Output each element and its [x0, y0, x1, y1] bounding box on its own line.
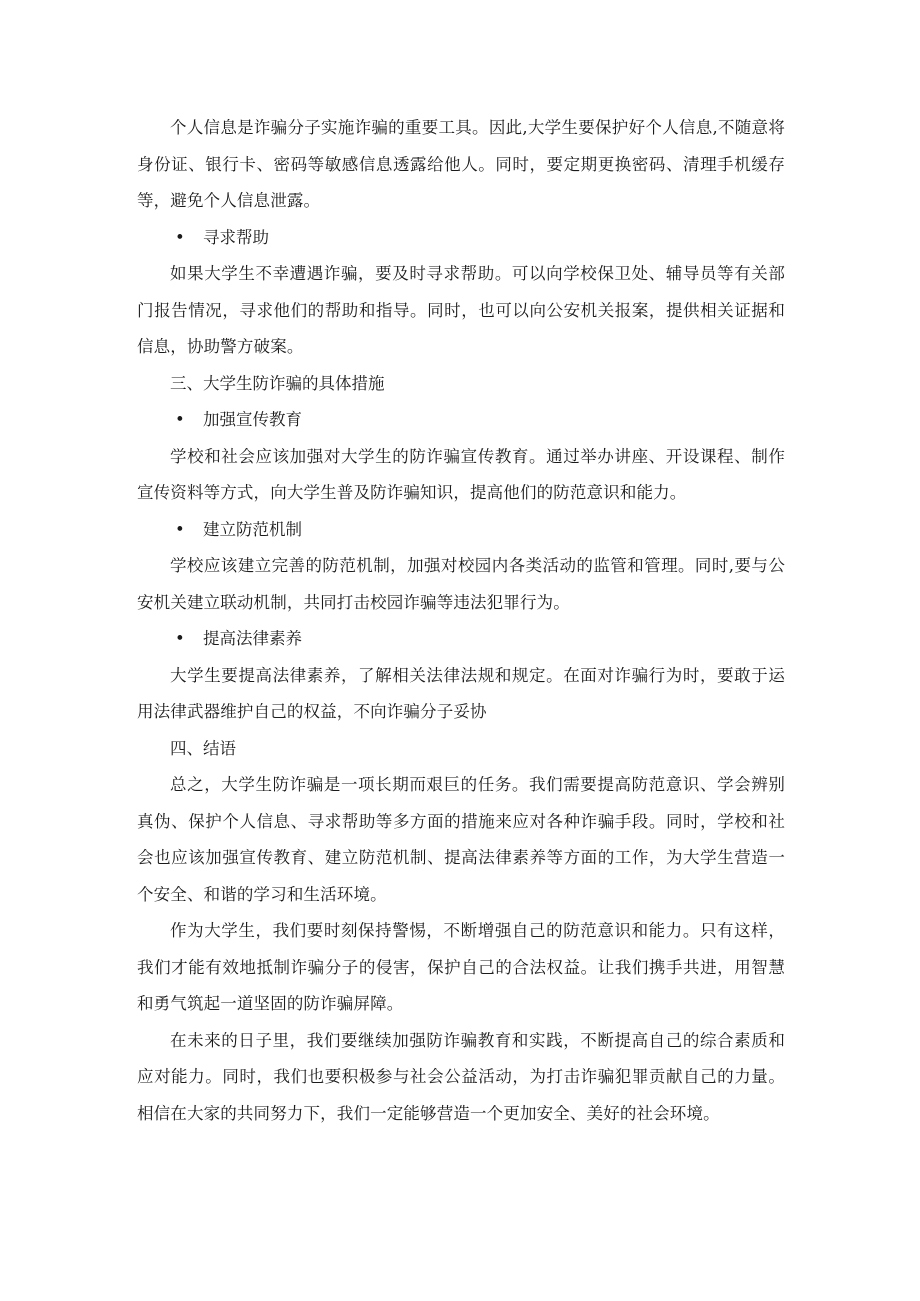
section-heading-measures: 三、大学生防诈骗的具体措施	[170, 373, 385, 393]
paragraph-protect-info: 个人信息是诈骗分子实施诈骗的重要工具。因此,大学生要保护好个人信息,不随意将身份证、银行卡、密码等敏感信息透露给他人。同时，要定期更换密码、清理手机缓存等，避免个人信息泄露。	[137, 118, 785, 210]
bullet-text: 寻求帮助	[203, 227, 269, 247]
bullet-seek-help	[137, 220, 785, 257]
paragraph-conclusion-summary: 总之，大学生防诈骗是一项长期而艰巨的任务。我们需要提高防范意识、学会辨别真伪、保护个人信息、寻求帮助等多方面的措施来应对各种诈骗手段。同时，学校和社会也应该加强宣传教育、建立防范机制、提高法律素养等方面的工作，为大学生营造一个安全、和谐的学习和生活环境。	[137, 775, 785, 904]
bullet-text: 提高法律素养	[203, 629, 302, 648]
paragraph-conclusion-vigilance: 作为大学生，我们要时刻保持警惕，不断增强自己的防范意识和能力。只有这样，我们才能有效地抵制诈骗分子的侵害，保护自己的合法权益。让我们携手共进，用智慧和勇气筑起一道坚固的防诈骗屏障。	[137, 921, 785, 1013]
bullet-education	[137, 402, 785, 439]
bullet-prevention-mechanism	[137, 512, 785, 549]
bullet-text: 建立防范机制	[203, 519, 302, 539]
bullet-dot: •	[175, 629, 185, 648]
document-page	[137, 110, 785, 1132]
paragraph-prevention-mechanism: 学校应该建立完善的防范机制，加强对校园内各类活动的监管和管理。同时,要与公安机关建立联动机制，共同打击校园诈骗等违法犯罪行为。	[137, 556, 785, 612]
paragraph-seek-help: 如果大学生不幸遭遇诈骗，要及时寻求帮助。可以向学校保卫处、辅导员等有关部门报告情况，寻求他们的帮助和指导。同时，也可以向公安机关报案，提供相关证据和信息，协助警方破案。	[137, 264, 785, 356]
paragraph-education: 学校和社会应该加强对大学生的防诈骗宣传教育。通过举办讲座、开设课程、制作宣传资料等方式，向大学生普及防诈骗知识，提高他们的防范意识和能力。	[137, 446, 785, 502]
bullet-dot: •	[175, 227, 185, 247]
paragraph-legal-literacy: 大学生要提高法律素养，了解相关法律法规和规定。在面对诈骗行为时，要敢于运用法律武器维护自己的权益，不向诈骗分子妥协	[137, 665, 785, 721]
bullet-text: 加强宣传教育	[203, 410, 302, 429]
section-heading-conclusion: 四、结语	[170, 738, 236, 758]
bullet-dot: •	[175, 519, 185, 539]
bullet-dot: •	[175, 410, 185, 429]
paragraph-conclusion-future: 在未来的日子里，我们要继续加强防诈骗教育和实践，不断提高自己的综合素质和应对能力。同时，我们也要积极参与社会公益活动，为打击诈骗犯罪贡献自己的力量。相信在大家的共同努力下，我们一定能够营造一个更加安全、美好的社会环境。	[137, 1030, 785, 1123]
bullet-legal-literacy	[137, 621, 785, 658]
